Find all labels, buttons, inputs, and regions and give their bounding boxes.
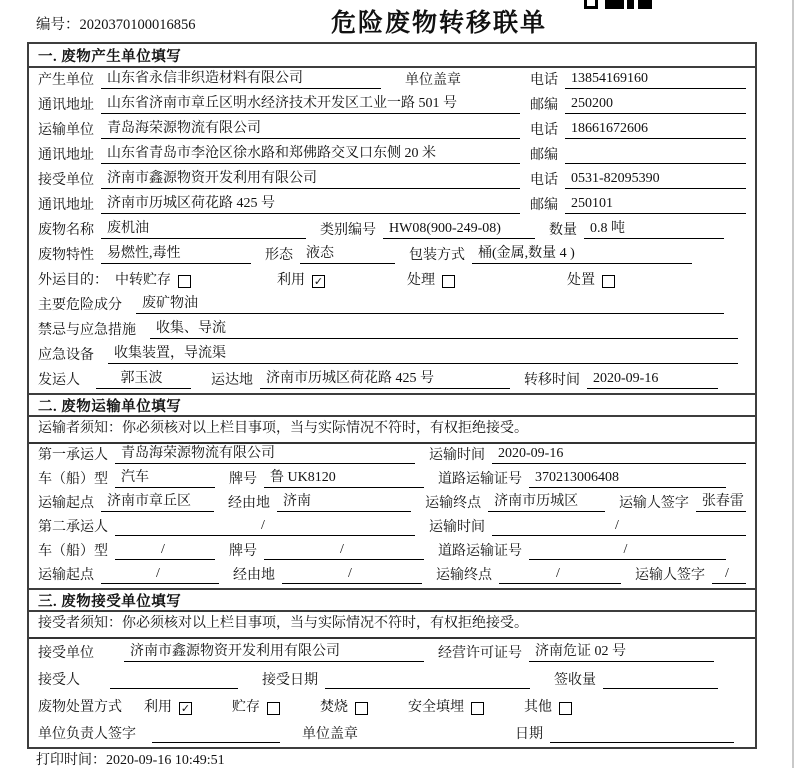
receiver-notice: 接受者须知：你必须核对以上栏目事项，当与实际情况不符时，有权拒绝接受。 xyxy=(29,612,755,639)
receiver-address-value: 济南市历城区荷花路 425 号 xyxy=(101,192,520,214)
producer-phone-value: 13854169160 xyxy=(565,71,746,89)
disposal-landfill-label: 安全填埋 xyxy=(408,700,464,715)
receiver-address-row xyxy=(29,193,755,218)
transporter-unit-row xyxy=(29,118,755,143)
transfer-time-value: 2020-09-16 xyxy=(587,371,718,389)
waste-pack-value: 桶(金属,数量 4 ) xyxy=(472,242,692,264)
route1-end-value: 济南市历城区 xyxy=(488,490,605,512)
producer-zip-value: 250200 xyxy=(565,96,746,114)
responsible-sign-label: 单位负责人签字 xyxy=(38,727,136,742)
waste-code-value: HW08(900-249-08) xyxy=(383,221,535,239)
route1-end-label: 运输终点 xyxy=(425,496,482,511)
disposal-store-option xyxy=(232,696,280,716)
waste-traits-row xyxy=(29,243,755,268)
responsible-sign-row xyxy=(29,720,755,747)
section1-header: 一. 废物产生单位填写 xyxy=(29,44,755,68)
vehicle1-row xyxy=(29,468,755,492)
waste-form-value: 液态 xyxy=(300,242,395,264)
producer-unit-value: 山东省永信非织造材料有限公司 xyxy=(101,67,381,89)
receiver-zip-label: 邮编 xyxy=(530,198,558,213)
purpose-transfer-storage-checkbox xyxy=(178,275,191,288)
disposal-method-label: 废物处置方式 xyxy=(38,700,122,715)
permit-label: 经营许可证号 xyxy=(438,646,522,661)
producer-phone-label: 电话 xyxy=(530,73,558,88)
signed-qty-label: 签收量 xyxy=(554,673,596,688)
transport-time2-label: 运输时间 xyxy=(429,520,485,535)
road-license2-label: 道路运输证号 xyxy=(438,544,522,559)
accept-person-row xyxy=(29,666,755,693)
disposal-landfill-checkbox xyxy=(471,702,484,715)
qr-block xyxy=(638,0,652,9)
waste-form-label: 形态 xyxy=(265,248,293,263)
emergency-equipment-label: 应急设备 xyxy=(38,348,94,363)
plate1-value: 鲁 UK8120 xyxy=(264,466,424,488)
print-time-label: 打印时间： xyxy=(36,753,106,768)
plate2-value: / xyxy=(264,542,424,560)
plate1-label: 牌号 xyxy=(229,472,257,487)
unit-seal-label: 单位盖章 xyxy=(405,73,461,88)
purpose-transfer-storage-option xyxy=(115,269,191,289)
first-carrier-value: 青岛海荣源物流有限公司 xyxy=(115,442,415,464)
disposal-store-label: 贮存 xyxy=(232,700,260,715)
doc-number-label: 编号： xyxy=(36,17,80,33)
second-carrier-label: 第二承运人 xyxy=(38,520,108,535)
road-license2-value: / xyxy=(529,542,726,560)
route1-start-label: 运输起点 xyxy=(38,496,94,511)
transfer-purpose-label: 外运目的： xyxy=(38,273,108,288)
taboo-measures-row xyxy=(29,318,755,343)
transporter-unit-label: 运输单位 xyxy=(38,123,94,138)
permit-value: 济南危证 02 号 xyxy=(529,640,714,662)
transporter-zip-value xyxy=(565,147,746,164)
transporter-unit-value: 青岛海荣源物流有限公司 xyxy=(101,117,520,139)
transporter-notice: 运输者须知：你必须核对以上栏目事项，当与实际情况不符时，有权拒绝接受。 xyxy=(29,417,755,444)
purpose-utilize-checkbox: ✓ xyxy=(313,275,324,288)
route1-sign-value: 张春雷 xyxy=(696,490,746,512)
accept-unit-label: 接受单位 xyxy=(38,646,94,661)
route2-start-value: / xyxy=(101,566,219,584)
qr-block xyxy=(605,0,624,9)
waste-traits-label: 废物特性 xyxy=(38,248,94,263)
dispatcher-label: 发运人 xyxy=(38,373,80,388)
accept-date-label: 接受日期 xyxy=(262,673,318,688)
disposal-landfill-option xyxy=(408,696,484,716)
route2-end-label: 运输终点 xyxy=(436,568,492,583)
form-title: 危险废物转移联单 xyxy=(331,10,548,37)
emergency-equipment-row xyxy=(29,343,755,368)
page-edge-line xyxy=(792,0,794,768)
disposal-method-row xyxy=(29,693,755,720)
route1-via-label: 经由地 xyxy=(228,496,271,511)
route2-start-label: 运输起点 xyxy=(38,568,94,583)
producer-address-value: 山东省济南市章丘区明水经济技术开发区工业一路 501 号 xyxy=(101,92,520,114)
producer-unit-label: 产生单位 xyxy=(38,73,94,88)
transporter-address-row xyxy=(29,143,755,168)
receiver-phone-value: 0531-82095390 xyxy=(565,171,746,189)
route2-via-label: 经由地 xyxy=(233,568,275,583)
purpose-dispose-option xyxy=(567,269,615,289)
purpose-treat-label: 处理 xyxy=(407,273,435,288)
transport-time2-value: / xyxy=(492,518,746,536)
waste-name-label: 废物名称 xyxy=(38,223,94,238)
receiver-unit-row xyxy=(29,168,755,193)
transporter-phone-value: 18661672606 xyxy=(565,121,746,139)
second-carrier-value: / xyxy=(115,518,415,536)
taboo-measures-label: 禁忌与应急措施 xyxy=(38,323,136,338)
waste-traits-value: 易燃性,毒性 xyxy=(101,242,251,264)
section3-header: 三. 废物接受单位填写 xyxy=(29,588,755,612)
plate2-label: 牌号 xyxy=(229,544,257,559)
hazard-components-row xyxy=(29,293,755,318)
producer-address-label: 通讯地址 xyxy=(38,98,94,113)
doc-number xyxy=(36,13,196,34)
form-table xyxy=(27,42,757,749)
vehicle2-type-value: / xyxy=(115,542,215,560)
section-receiver xyxy=(29,588,755,747)
first-carrier-row xyxy=(29,444,755,468)
section-producer xyxy=(29,44,755,393)
disposal-incinerate-checkbox xyxy=(355,702,368,715)
dispatcher-value: 郭玉波 xyxy=(96,367,191,389)
accept-unit-value: 济南市鑫源物资开发利用有限公司 xyxy=(124,640,424,662)
route2-sign-label: 运输人签字 xyxy=(635,568,705,583)
producer-zip-label: 邮编 xyxy=(530,98,558,113)
print-time xyxy=(36,749,225,769)
emergency-equipment-value: 收集装置，导流渠 xyxy=(108,342,738,364)
waste-name-row xyxy=(29,218,755,243)
qr-block xyxy=(584,0,598,9)
disposal-utilize-label: 利用 xyxy=(144,700,172,715)
route2-row xyxy=(29,564,755,588)
transport-time1-label: 运输时间 xyxy=(429,448,485,463)
section-transporter xyxy=(29,393,755,588)
route1-row xyxy=(29,492,755,516)
sign-date-label: 日期 xyxy=(515,727,543,742)
producer-address-row xyxy=(29,93,755,118)
route1-start-value: 济南市章丘区 xyxy=(101,490,214,512)
route2-end-value: / xyxy=(499,566,621,584)
doc-number-value: 2020370100016856 xyxy=(79,17,196,33)
unit-seal2-label: 单位盖章 xyxy=(302,727,358,742)
transporter-zip-label: 邮编 xyxy=(530,148,558,163)
disposal-incinerate-option xyxy=(320,696,368,716)
transfer-purpose-row xyxy=(29,268,755,293)
purpose-treat-checkbox xyxy=(442,275,455,288)
accept-date-value xyxy=(325,672,530,689)
disposal-utilize-checkbox: ✓ xyxy=(180,702,191,715)
waste-qty-value: 0.8 吨 xyxy=(584,217,724,239)
transport-time1-value: 2020-09-16 xyxy=(492,446,746,464)
qr-block xyxy=(627,0,634,9)
receiver-phone-label: 电话 xyxy=(530,173,558,188)
hazard-components-value: 废矿物油 xyxy=(136,292,724,314)
hazard-components-label: 主要危险成分 xyxy=(38,298,122,313)
producer-unit-row xyxy=(29,68,755,93)
disposal-other-label: 其他 xyxy=(524,700,552,715)
second-carrier-row xyxy=(29,516,755,540)
vehicle2-row xyxy=(29,540,755,564)
taboo-measures-value: 收集、导流 xyxy=(150,317,738,339)
sign-date-value xyxy=(550,726,734,743)
first-carrier-label: 第一承运人 xyxy=(38,448,108,463)
waste-qty-label: 数量 xyxy=(549,223,577,238)
destination-label: 运达地 xyxy=(211,373,253,388)
receiver-address-label: 通讯地址 xyxy=(38,198,94,213)
qr-code-fragment xyxy=(584,0,652,9)
receiver-unit-value: 济南市鑫源物资开发利用有限公司 xyxy=(101,167,520,189)
transfer-time-label: 转移时间 xyxy=(524,373,580,388)
purpose-utilize-option xyxy=(277,269,325,289)
accept-unit-row xyxy=(29,639,755,666)
route1-via-value: 济南 xyxy=(277,490,411,512)
disposal-store-checkbox xyxy=(267,702,280,715)
transporter-address-value: 山东省青岛市李沧区徐水路和郑佛路交叉口东侧 20 米 xyxy=(101,142,520,164)
disposal-other-checkbox xyxy=(559,702,572,715)
waste-name-value: 废机油 xyxy=(101,217,306,239)
purpose-utilize-label: 利用 xyxy=(277,273,305,288)
route2-sign-value: / xyxy=(712,566,746,584)
purpose-treat-option xyxy=(407,269,455,289)
vehicle1-type-label: 车（船）型 xyxy=(38,472,108,487)
vehicle1-type-value: 汽车 xyxy=(115,466,215,488)
route2-via-value: / xyxy=(282,566,422,584)
section2-header: 二. 废物运输单位填写 xyxy=(29,393,755,417)
accept-person-label: 接受人 xyxy=(38,673,80,688)
signed-qty-value xyxy=(603,672,718,689)
receiver-unit-label: 接受单位 xyxy=(38,173,94,188)
waste-pack-label: 包装方式 xyxy=(409,248,465,263)
destination-value: 济南市历城区荷花路 425 号 xyxy=(260,367,510,389)
road-license1-label: 道路运输证号 xyxy=(438,472,522,487)
dispatch-row xyxy=(29,368,755,393)
receiver-zip-value: 250101 xyxy=(565,196,746,214)
accept-person-value xyxy=(110,672,238,689)
purpose-dispose-label: 处置 xyxy=(567,273,595,288)
disposal-other-option xyxy=(524,696,572,716)
print-time-value: 2020-09-16 10:49:51 xyxy=(106,753,225,768)
responsible-sign-value xyxy=(152,726,280,743)
transporter-phone-label: 电话 xyxy=(530,123,558,138)
waste-code-label: 类别编号 xyxy=(320,223,376,238)
disposal-incinerate-label: 焚烧 xyxy=(320,700,348,715)
road-license1-value: 370213006408 xyxy=(529,470,726,488)
route1-sign-label: 运输人签字 xyxy=(618,496,689,511)
vehicle2-type-label: 车（船）型 xyxy=(38,544,108,559)
purpose-dispose-checkbox xyxy=(602,275,615,288)
disposal-utilize-option xyxy=(144,696,192,716)
purpose-transfer-storage-label: 中转贮存 xyxy=(115,273,171,288)
transporter-address-label: 通讯地址 xyxy=(38,148,94,163)
